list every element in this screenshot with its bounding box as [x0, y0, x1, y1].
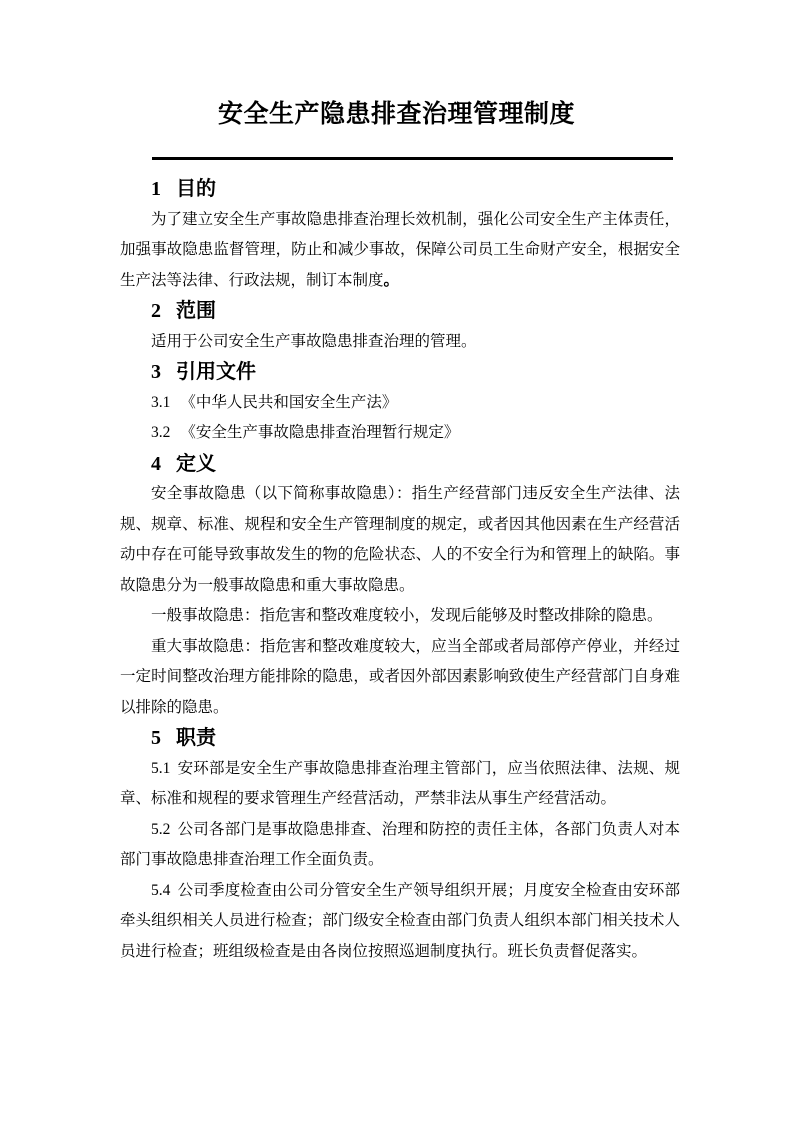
paragraph-text: 为了建立安全生产事故隐患排查治理长效机制，强化公司安全生产主体责任，加强事故隐患监督管理，防止和减少事故，保障公司员工生命财产安全，根据安全生产法等法律、行政法规，制订本制度 [120, 210, 680, 289]
section-number: 4 [151, 452, 161, 475]
section-label: 定义 [176, 452, 216, 475]
paragraph-definition-general [120, 479, 680, 601]
section-number: 3 [151, 361, 161, 383]
paragraph-definition-major-hazard [120, 632, 680, 724]
paragraph-text: 一般事故隐患：指危害和整改难度较小，发现后能够及时整改排除的隐患。 [151, 607, 663, 624]
reference-item-1 [120, 388, 680, 419]
section-heading-responsibilities [120, 723, 680, 754]
paragraph-definition-ordinary-hazard [120, 601, 680, 632]
reference-item-2 [120, 418, 680, 449]
paragraph-purpose [120, 205, 680, 297]
reference-number: 3.1 [151, 393, 171, 411]
clause-number: 5.2 [151, 820, 171, 838]
section-label: 引用文件 [176, 361, 256, 383]
section-number: 5 [151, 727, 161, 749]
clause-text: 安环部是安全生产事故隐患排查治理主管部门，应当依照法律、法规、规章、标准和规程的要求管理生产经营活动，严禁非法从事生产经营活动。 [120, 759, 680, 807]
section-label: 目的 [176, 178, 216, 200]
clause-number: 5.1 [151, 759, 171, 777]
clause-5-1 [120, 754, 680, 815]
section-heading-purpose [120, 174, 680, 205]
document-body [120, 174, 680, 967]
section-number: 1 [151, 178, 161, 200]
section-label: 范围 [176, 300, 216, 322]
title-rule [152, 157, 673, 160]
bold-period: 。 [383, 271, 400, 289]
section-label: 职责 [176, 727, 216, 749]
paragraph-text: 安全事故隐患（以下简称事故隐患）：指生产经营部门违反安全生产法律、法规、规章、标准、规程和安全生产管理制度的规定，或者因其他因素在生产经营活动中存在可能导致事故发生的物的危险状态、人的不安全行为和管理上的缺陷。事故隐患分为一般事故隐患和重大事故隐患。 [120, 485, 680, 594]
clause-text: 公司季度检查由公司分管安全生产领导组织开展；月度安全检查由安环部牵头组织相关人员进行检查；部门级安全检查由部门负责人组织本部门相关技术人员进行检查；班组级检查是由各岗位按照巡迴制度执行。班长负责督促落实。 [120, 881, 680, 960]
section-heading-scope [120, 296, 680, 327]
paragraph-scope [120, 327, 680, 358]
section-number: 2 [151, 300, 161, 322]
paragraph-text: 重大事故隐患：指危害和整改难度较大，应当全部或者局部停产停业，并经过一定时间整改治理方能排除的隐患，或者因外部因素影响致使生产经营部门自身难以排除的隐患。 [120, 637, 680, 716]
clause-number: 5.4 [151, 881, 171, 899]
reference-number: 3.2 [151, 424, 171, 441]
clause-text: 公司各部门是事故隐患排查、治理和防控的责任主体，各部门负责人对本部门事故隐患排查治理工作全面负责。 [120, 820, 680, 868]
paragraph-text: 适用于公司安全生产事故隐患排查治理的管理。 [151, 332, 477, 350]
section-heading-definitions [120, 449, 680, 480]
reference-text: 《安全生产事故隐患排查治理暂行规定》 [180, 424, 460, 441]
clause-5-2 [120, 815, 680, 876]
reference-text: 《中华人民共和国安全生产法》 [180, 393, 398, 411]
section-heading-references [120, 357, 680, 388]
document-title: 安全生产隐患排查治理管理制度 [217, 101, 575, 128]
clause-5-4 [120, 876, 680, 968]
